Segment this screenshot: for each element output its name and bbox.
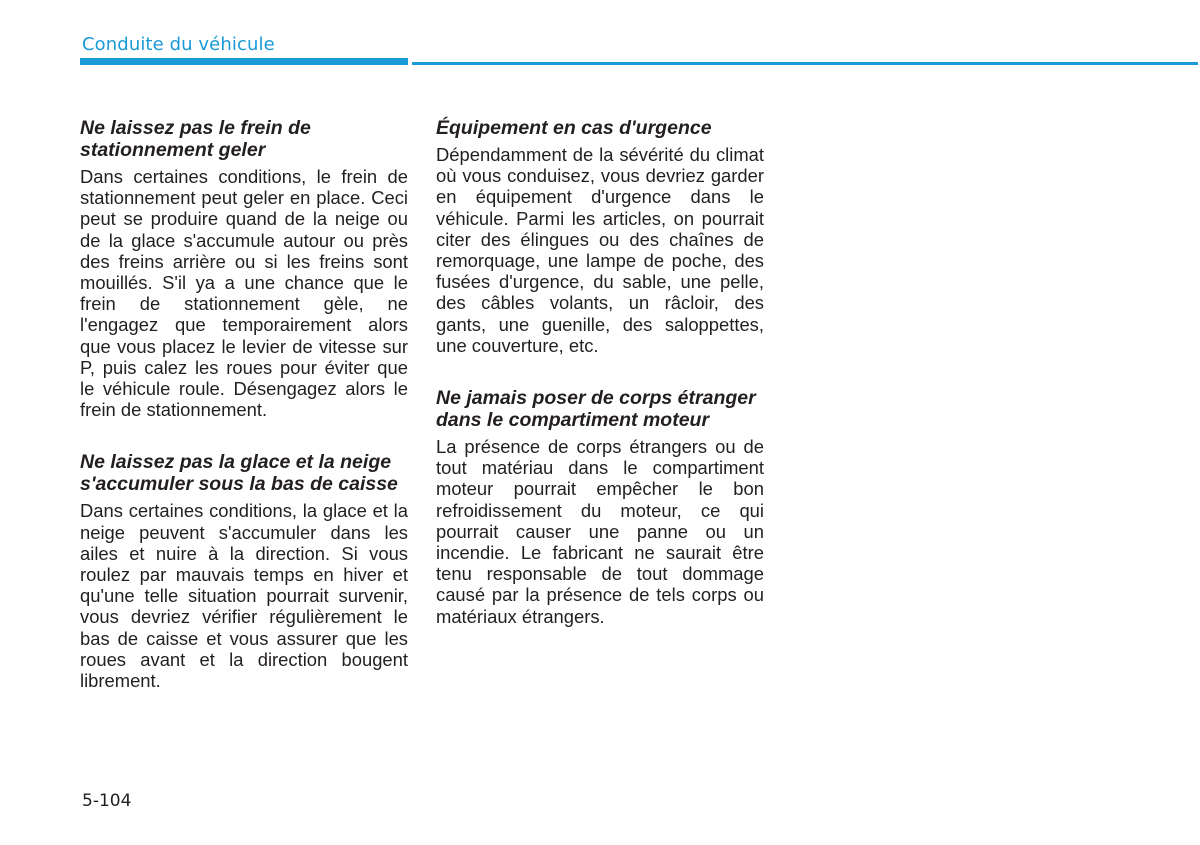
section-body: La présence de corps étrangers ou de tout matériau dans le compartiment moteur pourrait empêcher le bon refroidissement du moteur, ce qui pourrait causer une panne ou un incendie. Le fabricant ne saurait être tenu responsable de tout dommage causé par la présence de tels corps ou matériaux étrangers.	[436, 436, 764, 627]
section-heading: Équipement en cas d'urgence	[436, 117, 712, 139]
section-body: Dans certaines conditions, la glace et la neige peuvent s'accumuler dans les ailes et nuire à la direction. Si vous roulez par mauvais temps en hiver et qu'une telle situation pourrait survenir, vous devriez vérifier régulièrement le bas de caisse et vous assurer que les roues avant et la direction bougent librement.	[80, 500, 408, 692]
page-number: 5-104	[82, 791, 132, 811]
header-rule-thick	[80, 58, 408, 65]
right-column	[436, 117, 764, 627]
section-heading: Ne jamais poser de corps étranger dans le compartiment moteur	[436, 387, 756, 432]
section-emergency-equipment	[436, 117, 764, 356]
section-heading: Ne laissez pas la glace et la neige s'accumuler sous la bas de caisse	[80, 451, 398, 496]
header-rule-thin	[412, 62, 1198, 65]
section-title: Conduite du véhicule	[82, 34, 275, 55]
section-ice-snow	[80, 451, 408, 691]
section-parking-brake	[80, 117, 408, 420]
section-heading: Ne laissez pas le frein de stationnement geler	[80, 117, 311, 161]
section-body: Dans certaines conditions, le frein de stationnement peut geler en place. Ceci peut se produire quand de la neige ou de la glace s'accumule autour ou près des freins arrière ou si les freins sont mouillés. S'il ya a une chance que le frein de stationnement gèle, ne l'engagez que temporairement alors que vous placez le levier de vitesse sur P, puis calez les roues pour éviter que le véhicule roule. Désengagez alors le frein de stationnement.	[80, 166, 408, 421]
section-body: Dépendamment de la sévérité du climat où vous conduisez, vous devriez garder en équipement d'urgence dans le véhicule. Parmi les articles, on pourrait citer des élingues ou des chaînes de remorquage, une lampe de poche, des fusées d'urgence, du sable, une pelle, des câbles volants, un râcloir, des gants, une guenille, des saloppettes, une couverture, etc.	[436, 144, 764, 356]
section-foreign-objects	[436, 387, 764, 627]
left-column	[80, 117, 408, 691]
